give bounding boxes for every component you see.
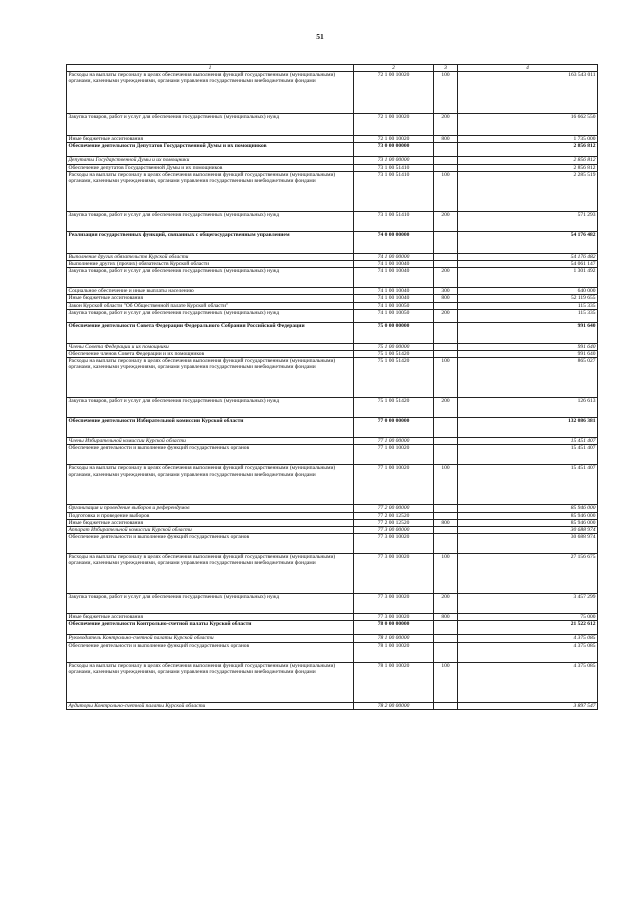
row-expense-type xyxy=(434,302,458,309)
page-number: 51 xyxy=(316,32,324,41)
row-expense-type xyxy=(434,512,458,519)
row-code: 77 1 00 10020 xyxy=(354,465,434,505)
row-code: 74 0 00 00000 xyxy=(354,231,434,253)
row-expense-type xyxy=(434,445,458,465)
row-name: Закупка товаров, работ и услуг для обеспечения государственных (муниципальных) нужд xyxy=(67,211,354,231)
row-name: Члены Избирательной комиссии Курской области xyxy=(67,438,354,445)
row-name: Социальное обеспечение и иные выплаты населению xyxy=(67,288,354,295)
row-amount: 3 897 547 xyxy=(458,702,598,709)
row-name: Аппарат Избирательной комиссии Курской области xyxy=(67,527,354,534)
row-expense-type: 800 xyxy=(434,295,458,302)
row-name: Обеспечение депутатов Государственной Думы и их помощников xyxy=(67,164,354,171)
row-name: Обеспечение деятельности и выполнение функций государственных органов xyxy=(67,445,354,465)
row-expense-type xyxy=(434,505,458,512)
row-name: Обеспечение членов Совета Федерации и их помощников xyxy=(67,351,354,358)
row-code: 73 1 00 51410 xyxy=(354,211,434,231)
row-code: 78 1 00 10020 xyxy=(354,662,434,702)
row-amount: 75 000 xyxy=(458,614,598,621)
row-name: Иные бюджетные ассигнования xyxy=(67,614,354,621)
row-code: 75 1 00 51420 xyxy=(354,351,434,358)
row-name: Закупка товаров, работ и услуг для обеспечения государственных (муниципальных) нужд xyxy=(67,398,354,418)
table-row xyxy=(67,445,598,465)
row-amount: 991 640 xyxy=(458,322,598,343)
row-name: Организация и проведение выборов и референдумов xyxy=(67,505,354,512)
row-expense-type xyxy=(434,635,458,642)
row-amount: 85 946 000 xyxy=(458,512,598,519)
row-amount: 15 451 407 xyxy=(458,445,598,465)
row-name: Подготовка и проведение выборов xyxy=(67,512,354,519)
row-expense-type xyxy=(434,642,458,662)
row-code: 78 0 00 00000 xyxy=(354,621,434,635)
row-expense-type: 300 xyxy=(434,288,458,295)
row-expense-type xyxy=(434,143,458,157)
row-code: 73 1 00 00000 xyxy=(354,157,434,164)
row-amount: 1 735 000 xyxy=(458,136,598,143)
table-row xyxy=(67,621,598,635)
table-row xyxy=(67,114,598,136)
row-expense-type: 200 xyxy=(434,114,458,136)
table-row xyxy=(67,343,598,350)
row-name: Расходы на выплаты персоналу в целях обеспечения выполнения функций государственными (муниципальными) органами, казенными учреждениями, органами управления государственными внебюджетными фондами xyxy=(67,465,354,505)
row-amount: 163 543 011 xyxy=(458,72,598,114)
row-name: Расходы на выплаты персоналу в целях обеспечения выполнения функций государственными (муниципальными) органами, казенными учреждениями, органами управления государственными внебюджетными фондами xyxy=(67,72,354,114)
row-code: 74 1 00 10040 xyxy=(354,288,434,295)
row-name: Закупка товаров, работ и услуг для обеспечения государственных (муниципальных) нужд xyxy=(67,114,354,136)
row-code: 74 1 00 10040 xyxy=(354,261,434,268)
row-code: 77 3 00 10020 xyxy=(354,594,434,614)
row-expense-type: 200 xyxy=(434,309,458,322)
row-code: 74 1 00 10040 xyxy=(354,268,434,288)
column-header-2: 2 xyxy=(354,65,434,72)
table-row xyxy=(67,534,598,554)
row-amount: 85 946 000 xyxy=(458,505,598,512)
row-code: 74 1 00 10050 xyxy=(354,309,434,322)
row-name: Аудиторы Контрольно-счетной палаты Курской области xyxy=(67,702,354,709)
table-row xyxy=(67,157,598,164)
row-amount: 54 061 147 xyxy=(458,261,598,268)
row-code: 72 1 00 10020 xyxy=(354,72,434,114)
row-code: 77 2 00 00000 xyxy=(354,505,434,512)
table-row xyxy=(67,136,598,143)
row-expense-type xyxy=(434,621,458,635)
column-header-3: 3 xyxy=(434,65,458,72)
row-amount: 4 375 085 xyxy=(458,662,598,702)
row-expense-type xyxy=(434,164,458,171)
row-name: Обеспечение деятельности Совета Федерации Федерального Собрания Российской Федерации xyxy=(67,322,354,343)
row-expense-type xyxy=(434,231,458,253)
row-expense-type: 100 xyxy=(434,72,458,114)
row-code: 77 3 00 10020 xyxy=(354,554,434,594)
table-row xyxy=(67,438,598,445)
table-row xyxy=(67,358,598,398)
table-row xyxy=(67,418,598,438)
row-amount: 54 176 482 xyxy=(458,231,598,253)
row-code: 77 2 00 12520 xyxy=(354,512,434,519)
row-name: Закупка товаров, работ и услуг для обеспечения государственных (муниципальных) нужд xyxy=(67,268,354,288)
row-name: Выполнение других (прочих) обязательств Курской области xyxy=(67,261,354,268)
row-amount: 2 856 812 xyxy=(458,157,598,164)
row-expense-type xyxy=(434,261,458,268)
row-name: Обеспечение деятельности Контрольно-счетной палаты Курской области xyxy=(67,621,354,635)
row-expense-type xyxy=(434,702,458,709)
row-amount: 865 027 xyxy=(458,358,598,398)
table-row xyxy=(67,702,598,709)
row-amount: 126 613 xyxy=(458,398,598,418)
row-expense-type: 800 xyxy=(434,614,458,621)
table-row xyxy=(67,519,598,526)
row-expense-type: 100 xyxy=(434,358,458,398)
table-row xyxy=(67,505,598,512)
row-expense-type xyxy=(434,351,458,358)
row-name: Расходы на выплаты персоналу в целях обеспечения выполнения функций государственными (муниципальными) органами, казенными учреждениями, органами управления государственными внебюджетными фондами xyxy=(67,171,354,211)
row-code: 75 1 00 00000 xyxy=(354,343,434,350)
table-row xyxy=(67,662,598,702)
row-name: Закупка товаров, работ и услуг для обеспечения государственных (муниципальных) нужд xyxy=(67,309,354,322)
row-code: 77 3 00 10020 xyxy=(354,534,434,554)
table-row xyxy=(67,351,598,358)
table-row xyxy=(67,309,598,322)
row-expense-type xyxy=(434,322,458,343)
table-row xyxy=(67,322,598,343)
table-row xyxy=(67,253,598,260)
row-amount: 3 457 299 xyxy=(458,594,598,614)
row-expense-type xyxy=(434,534,458,554)
table-row xyxy=(67,465,598,505)
column-header-4: 4 xyxy=(458,65,598,72)
table-row xyxy=(67,302,598,309)
row-expense-type: 100 xyxy=(434,554,458,594)
row-amount: 991 640 xyxy=(458,343,598,350)
row-amount: 21 522 612 xyxy=(458,621,598,635)
row-amount: 30 688 974 xyxy=(458,527,598,534)
row-code: 73 1 00 51410 xyxy=(354,164,434,171)
table-row xyxy=(67,512,598,519)
row-code: 74 1 00 10050 xyxy=(354,302,434,309)
row-amount: 4 375 085 xyxy=(458,635,598,642)
row-code: 77 1 00 10020 xyxy=(354,445,434,465)
table-row xyxy=(67,288,598,295)
table-row xyxy=(67,554,598,594)
row-name: Члены Совета Федерации и их помощники xyxy=(67,343,354,350)
row-code: 77 1 00 00000 xyxy=(354,438,434,445)
row-expense-type xyxy=(434,438,458,445)
row-amount: 4 375 085 xyxy=(458,642,598,662)
row-code: 75 1 00 51420 xyxy=(354,398,434,418)
row-name: Обеспечение деятельности Депутатов Государственной Думы и их помощников xyxy=(67,143,354,157)
table-row xyxy=(67,72,598,114)
row-expense-type: 100 xyxy=(434,662,458,702)
row-expense-type: 800 xyxy=(434,519,458,526)
row-expense-type xyxy=(434,343,458,350)
row-code: 74 1 00 00000 xyxy=(354,253,434,260)
row-amount: 2 856 812 xyxy=(458,164,598,171)
row-name: Депутаты Государственной Думы и их помощники xyxy=(67,157,354,164)
row-amount: 85 946 000 xyxy=(458,519,598,526)
table-row xyxy=(67,171,598,211)
row-name: Иные бюджетные ассигнования xyxy=(67,519,354,526)
table-row xyxy=(67,143,598,157)
table-row xyxy=(67,261,598,268)
row-code: 73 1 00 51410 xyxy=(354,171,434,211)
table-row xyxy=(67,268,598,288)
row-expense-type: 100 xyxy=(434,171,458,211)
row-expense-type: 800 xyxy=(434,136,458,143)
row-code: 77 0 00 00000 xyxy=(354,418,434,438)
row-name: Иные бюджетные ассигнования xyxy=(67,295,354,302)
row-code: 75 0 00 00000 xyxy=(354,322,434,343)
row-expense-type xyxy=(434,418,458,438)
row-name: Выполнение других обязательств Курской области xyxy=(67,253,354,260)
row-amount: 16 662 550 xyxy=(458,114,598,136)
table-row xyxy=(67,614,598,621)
table-row xyxy=(67,642,598,662)
row-amount: 2 285 519 xyxy=(458,171,598,211)
row-name: Расходы на выплаты персоналу в целях обеспечения выполнения функций государственными (муниципальными) органами, казенными учреждениями, органами управления государственными внебюджетными фондами xyxy=(67,554,354,594)
table-row xyxy=(67,295,598,302)
budget-table xyxy=(66,64,598,710)
row-name: Иные бюджетные ассигнования xyxy=(67,136,354,143)
row-amount: 640 000 xyxy=(458,288,598,295)
row-name: Обеспечение деятельности и выполнение функций государственных органов xyxy=(67,642,354,662)
row-expense-type xyxy=(434,527,458,534)
row-amount: 52 119 655 xyxy=(458,295,598,302)
row-code: 78 1 00 00000 xyxy=(354,635,434,642)
row-name: Обеспечение деятельности и выполнение функций государственных органов xyxy=(67,534,354,554)
row-amount: 15 451 407 xyxy=(458,438,598,445)
row-code: 73 0 00 00000 xyxy=(354,143,434,157)
row-name: Закон Курской области "Об Общественной палате Курской области" xyxy=(67,302,354,309)
row-code: 74 1 00 10040 xyxy=(354,295,434,302)
row-name: Расходы на выплаты персоналу в целях обеспечения выполнения функций государственными (муниципальными) органами, казенными учреждениями, органами управления государственными внебюджетными фондами xyxy=(67,662,354,702)
table-row xyxy=(67,527,598,534)
table-row xyxy=(67,231,598,253)
row-code: 78 2 00 00000 xyxy=(354,702,434,709)
row-amount: 115 335 xyxy=(458,309,598,322)
row-name: Реализация государственных функций, связанных с общегосударственным управлением xyxy=(67,231,354,253)
row-name: Закупка товаров, работ и услуг для обеспечения государственных (муниципальных) нужд xyxy=(67,594,354,614)
row-amount: 15 451 407 xyxy=(458,465,598,505)
row-name: Руководитель Контрольно-счетной палаты Курской области xyxy=(67,635,354,642)
row-code: 77 3 00 00000 xyxy=(354,527,434,534)
row-expense-type xyxy=(434,253,458,260)
row-code: 77 2 00 12520 xyxy=(354,519,434,526)
row-amount: 115 335 xyxy=(458,302,598,309)
table-body xyxy=(67,72,598,710)
table-header-row xyxy=(67,65,598,72)
row-amount: 54 176 482 xyxy=(458,253,598,260)
row-expense-type: 200 xyxy=(434,398,458,418)
row-amount: 30 688 974 xyxy=(458,534,598,554)
column-header-1: 1 xyxy=(67,65,354,72)
row-amount: 991 640 xyxy=(458,351,598,358)
table-row xyxy=(67,635,598,642)
row-expense-type: 200 xyxy=(434,211,458,231)
row-expense-type: 200 xyxy=(434,594,458,614)
row-code: 77 3 00 10020 xyxy=(354,614,434,621)
row-code: 72 1 00 10020 xyxy=(354,136,434,143)
table-row xyxy=(67,594,598,614)
row-amount: 571 293 xyxy=(458,211,598,231)
row-name: Расходы на выплаты персоналу в целях обеспечения выполнения функций государственными (муниципальными) органами, казенными учреждениями, органами управления государственными внебюджетными фондами xyxy=(67,358,354,398)
row-expense-type xyxy=(434,157,458,164)
row-expense-type: 100 xyxy=(434,465,458,505)
table-row xyxy=(67,211,598,231)
row-amount: 1 301 492 xyxy=(458,268,598,288)
row-amount: 132 086 381 xyxy=(458,418,598,438)
row-code: 78 1 00 10020 xyxy=(354,642,434,662)
row-amount: 2 856 812 xyxy=(458,143,598,157)
table-row xyxy=(67,164,598,171)
row-expense-type: 200 xyxy=(434,268,458,288)
row-code: 72 1 00 10020 xyxy=(354,114,434,136)
row-name: Обеспечение деятельности Избирательной комиссии Курской области xyxy=(67,418,354,438)
table-row xyxy=(67,398,598,418)
row-code: 75 1 00 51420 xyxy=(354,358,434,398)
row-amount: 27 156 675 xyxy=(458,554,598,594)
